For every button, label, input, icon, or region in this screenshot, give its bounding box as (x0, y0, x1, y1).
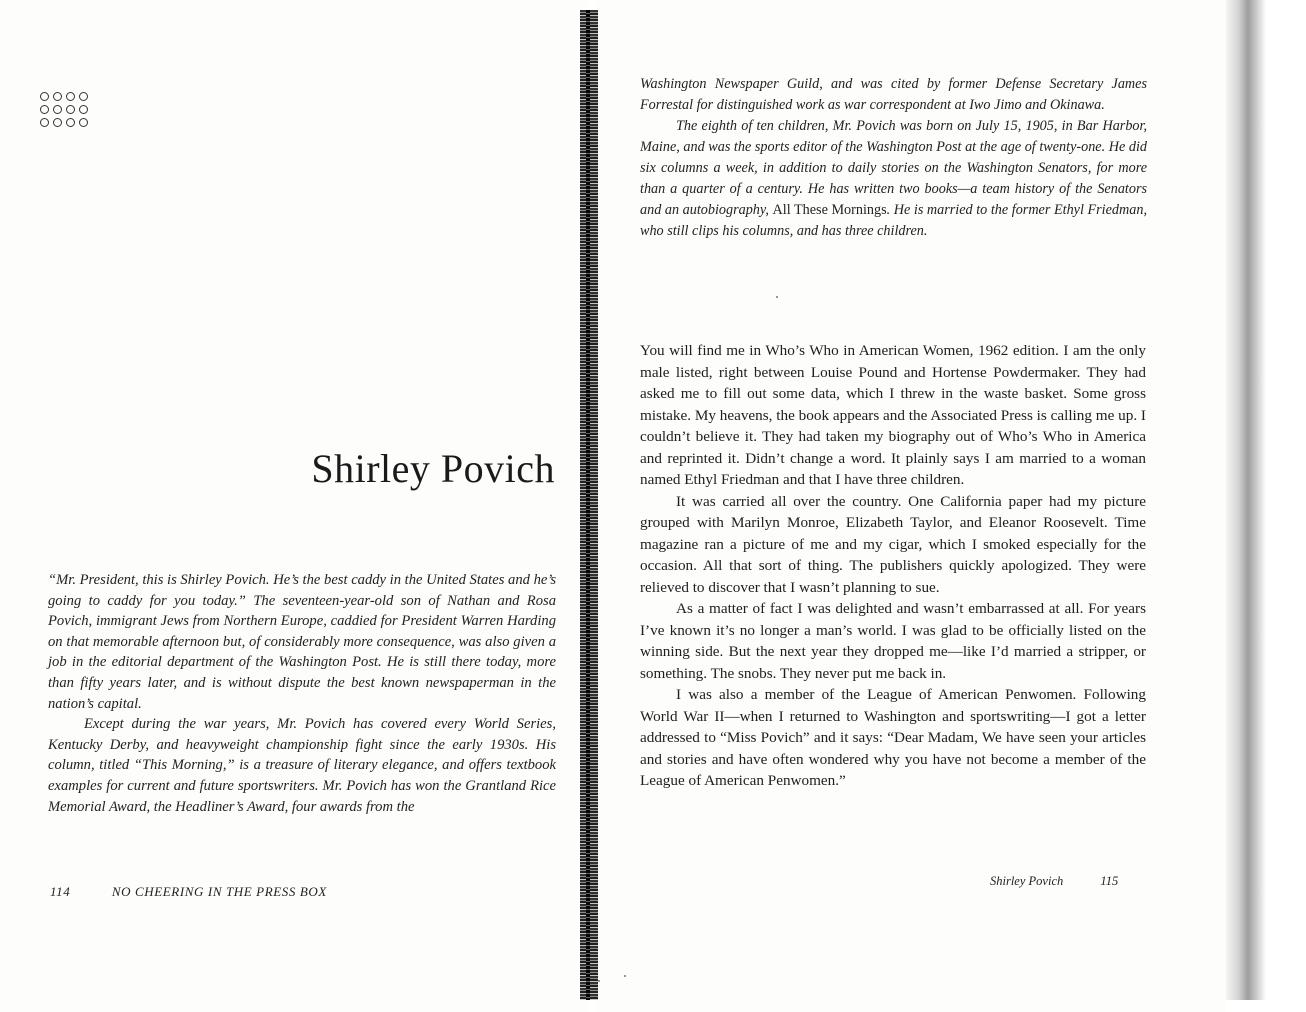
ornament-dot (40, 92, 49, 101)
scan-speck (624, 975, 626, 977)
right-page-footer (990, 874, 1118, 889)
bio-paragraph (640, 116, 1147, 242)
ornament-dot (66, 118, 75, 127)
chapter-title: Shirley Povich (311, 446, 555, 491)
ornament-dot (53, 118, 62, 127)
body-paragraph: I was also a member of the League of American Penwomen. Following World War II—when I returned to Washington and sportswriting—I got a letter addressed to “Miss Povich” and it says: “Dear Madam, We have seen your articles and stories and have often wondered why you have not become a member of the League of American Penwomen.” (640, 686, 1146, 789)
book-gutter (580, 10, 598, 1000)
scan-speck (598, 980, 600, 982)
ornament-dot (66, 92, 75, 101)
bio-text: The eighth of ten children, Mr. Povich was born on July 15, 1905, in Bar Harbor, Maine, and was the sports editor of the Washington Post at the age of twenty-one. He did six columns a week, in addition to daily stories on the Washington Senators, for more than a quarter of a century. He has written two books—a team history of the Senators and an autobiography, (640, 118, 1147, 218)
ornament-dot (40, 105, 49, 114)
running-title: Shirley Povich (990, 874, 1064, 888)
bio-text: . He is married to the former Ethyl Friedman, who still clips his columns, and has three children. (640, 202, 1147, 239)
intro-paragraph: Except during the war years, Mr. Povich has covered every World Series, Kentucky Derby, and heavyweight championship fight since the early 1930s. His column, titled “This Morning,” is a treasure of literary elegance, and offers textbook examples for current and future sportswriters. Mr. Povich has won the Grantland Rice Memorial Award, the Headliner’s Award, four awards from the (48, 716, 556, 815)
intro-paragraph: “Mr. President, this is Shirley Povich. He’s the best caddy in the United States and he’s going to caddy for you today.” The seventeen-year-old son of Nathan and Rosa Povich, immigrant Jews from Northern Europe, caddied for President Warren Harding on that memorable afternoon but, of considerably more consequence, was also given a job in the editorial department of the Washington Post. He is still there today, more than fifty years later, and is without dispute the best known newspaperman in the nation’s capital. (48, 572, 557, 712)
page-number: 115 (1100, 874, 1119, 888)
body-paragraph: It was carried all over the country. One California paper had my picture grouped with Marilyn Monroe, Elizabeth Taylor, and Eleanor Roosevelt. Time magazine ran a picture of me and my cigar, which I smoked especially for the occasion. All that sort of thing. The publishers quickly apologized. They were relieved to discover that I wasn’t planning to sue. (640, 492, 1146, 596)
book-title: All These Mornings (772, 202, 887, 218)
ornament-dot (79, 105, 88, 114)
interview-text (640, 340, 1146, 792)
body-paragraph: You will find me in Who’s Who in American Women, 1962 edition. I am the only male listed, right between Louise Pound and Hortense Powdermaker. They had asked me to fill out some data, which I threw in the waste basket. Some gross mistake. My heavens, the book appears and the Associated Press is calling me up. I couldn’t believe it. They had taken my biography out of Who’s Who in America and reprinted it. Didn’t change a word. It plainly says I am married to a woman named Ethyl Friedman and that I have three children. (640, 342, 1146, 488)
left-page (0, 0, 588, 1012)
dot-ornament (40, 92, 100, 127)
body-paragraph: As a matter of fact I was delighted and wasn’t embarrassed at all. For years I’ve known it’s no longer a man’s world. I was glad to be officially listed on the winning side. But the next year they dropped me—like I’d married a stripper, or something. The snobs. They never put me back in. (640, 600, 1146, 682)
running-title: NO CHEERING IN THE PRESS BOX (111, 884, 327, 899)
ornament-dot (79, 92, 88, 101)
ornament-dot (66, 105, 75, 114)
page-number: 114 (50, 884, 71, 899)
bio-paragraph: Washington Newspaper Guild, and was cited by former Defense Secretary James Forrestal for distinguished work as war correspondent at Iwo Jimo and Okinawa. (640, 76, 1147, 113)
ornament-dot (79, 118, 88, 127)
bio-continuation (640, 74, 1147, 242)
scan-speck (776, 296, 778, 298)
ornament-dot (40, 118, 49, 127)
ornament-dot (53, 92, 62, 101)
ornament-dot (53, 105, 62, 114)
left-page-footer (50, 884, 327, 900)
chapter-intro (48, 570, 556, 817)
page-edge-shadow (1226, 0, 1266, 1000)
